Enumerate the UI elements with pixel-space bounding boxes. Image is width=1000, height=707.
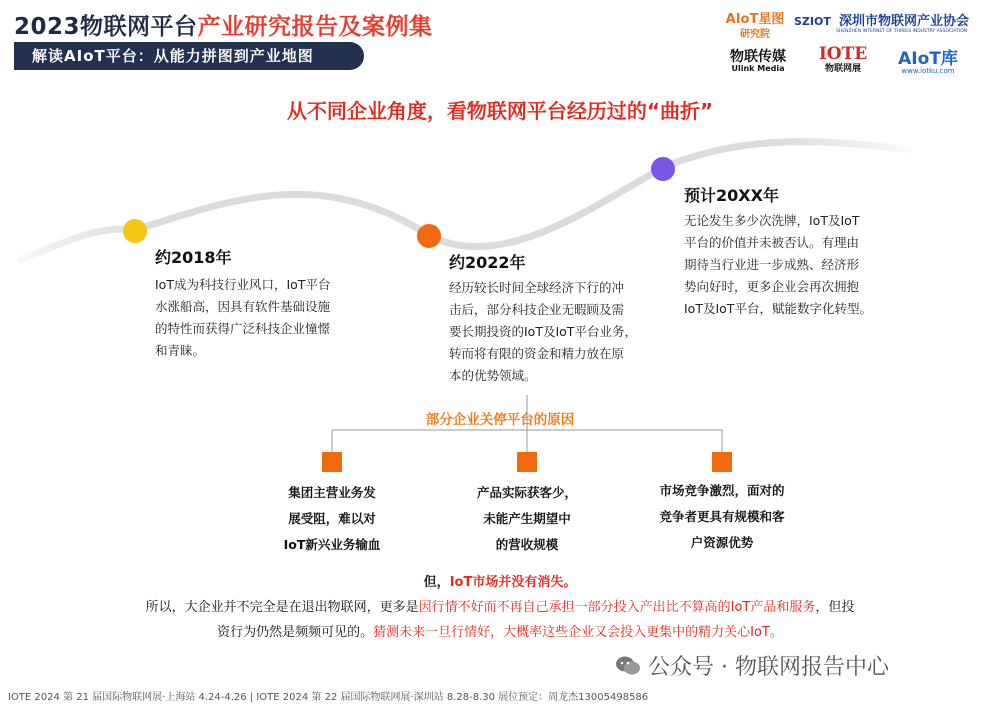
milestone-2018-dot [123,219,147,243]
milestone-description: IoT成为科技行业风口，IoT平台 水涨船高，因具有软件基础设施 的特性而获得广泛科技企业憧憬 和青睐。 [155,277,331,358]
iote-logo: IOTE 物联网展 [818,44,868,74]
slide-heading: 从不同企业角度，看物联网平台经历过的“曲折” [286,99,714,123]
reason-item: 市场竞争激烈，面对的 竞争者更具有规模和客 户资源优势 [659,483,785,550]
reason-marker [517,452,537,472]
milestone-description: 无论发生多少次洗牌，IoT及IoT 平台的价值并未被否认。有理由 期待当行业进一步成熟、经济形 势向好时，更多企业会再次拥抱 IoT及IoT平台，赋能数字化转型。 [684,213,872,316]
milestone-year: 约2022年 [449,253,526,272]
reason-marker [322,452,342,472]
milestone-description: 经历较长时间全球经济下行的冲 击后，部分科技企业无暇顾及需 要长期投资的IoT及IoT平台业务， 转而将有限的资金和精力放在原 本的优势领域。 [449,280,637,383]
reason-item: 集团主营业务发 展受阻，难以对 IoT新兴业务输血 [283,485,381,552]
reason-item: 产品实际获客少， 未能产生期望中 的营收规模 [476,485,577,552]
reason-marker [712,452,732,472]
ulink-media-logo: 物联传媒 Ulink Media [730,49,786,73]
sziot-logo: SZIOT 深圳市物联网产业协会 SHENZHEN INTERNET OF THINGS INDUSTRY ASSOCIATION [794,14,969,34]
milestone-2018 [155,245,385,362]
conclusion-paragraph: 所以，大企业并不完全是在退出物联网，更多是因行情不好而不再自己承担一部分投入产出比不算高的IoT产品和服务，但投 资行为仍然是频频可见的。猜测未来一旦行情好，大概率这些企业又会投入更集中的精力关心IoT。 [145,600,855,640]
wechat-icon [615,655,641,677]
reasons-title: 部分企业关停平台的原因 [425,412,575,428]
milestone-year: 预计20XX年 [684,186,779,205]
aiot-library-logo: AIoT库 www.iotku.com [898,49,958,75]
milestone-20xx-dot [651,157,675,181]
report-subtitle: 解读AIoT平台：从能力拼图到产业地图 [14,42,364,70]
report-title: 2023物联网平台产业研究报告及案例集 [14,14,433,40]
milestone-20xx [684,183,904,320]
footer-event-info: IOTE 2024 第 21 届国际物联网展·上海站 4.24-4.26 | IOTE 2024 第 22 届国际物联网展·深圳站 8.28-8.30 展位预定：周龙杰13005498586 [8,692,649,703]
wechat-watermark: 公众号 · 物联网报告中心 [615,650,889,681]
milestone-2022 [449,250,669,387]
milestone-2022-dot [417,224,441,248]
conclusion-lead: 但，IoT市场并没有消失。 [423,575,577,590]
aiot-star-logo: AIoT星图 研究院 [725,12,785,40]
milestone-year: 约2018年 [155,248,232,267]
